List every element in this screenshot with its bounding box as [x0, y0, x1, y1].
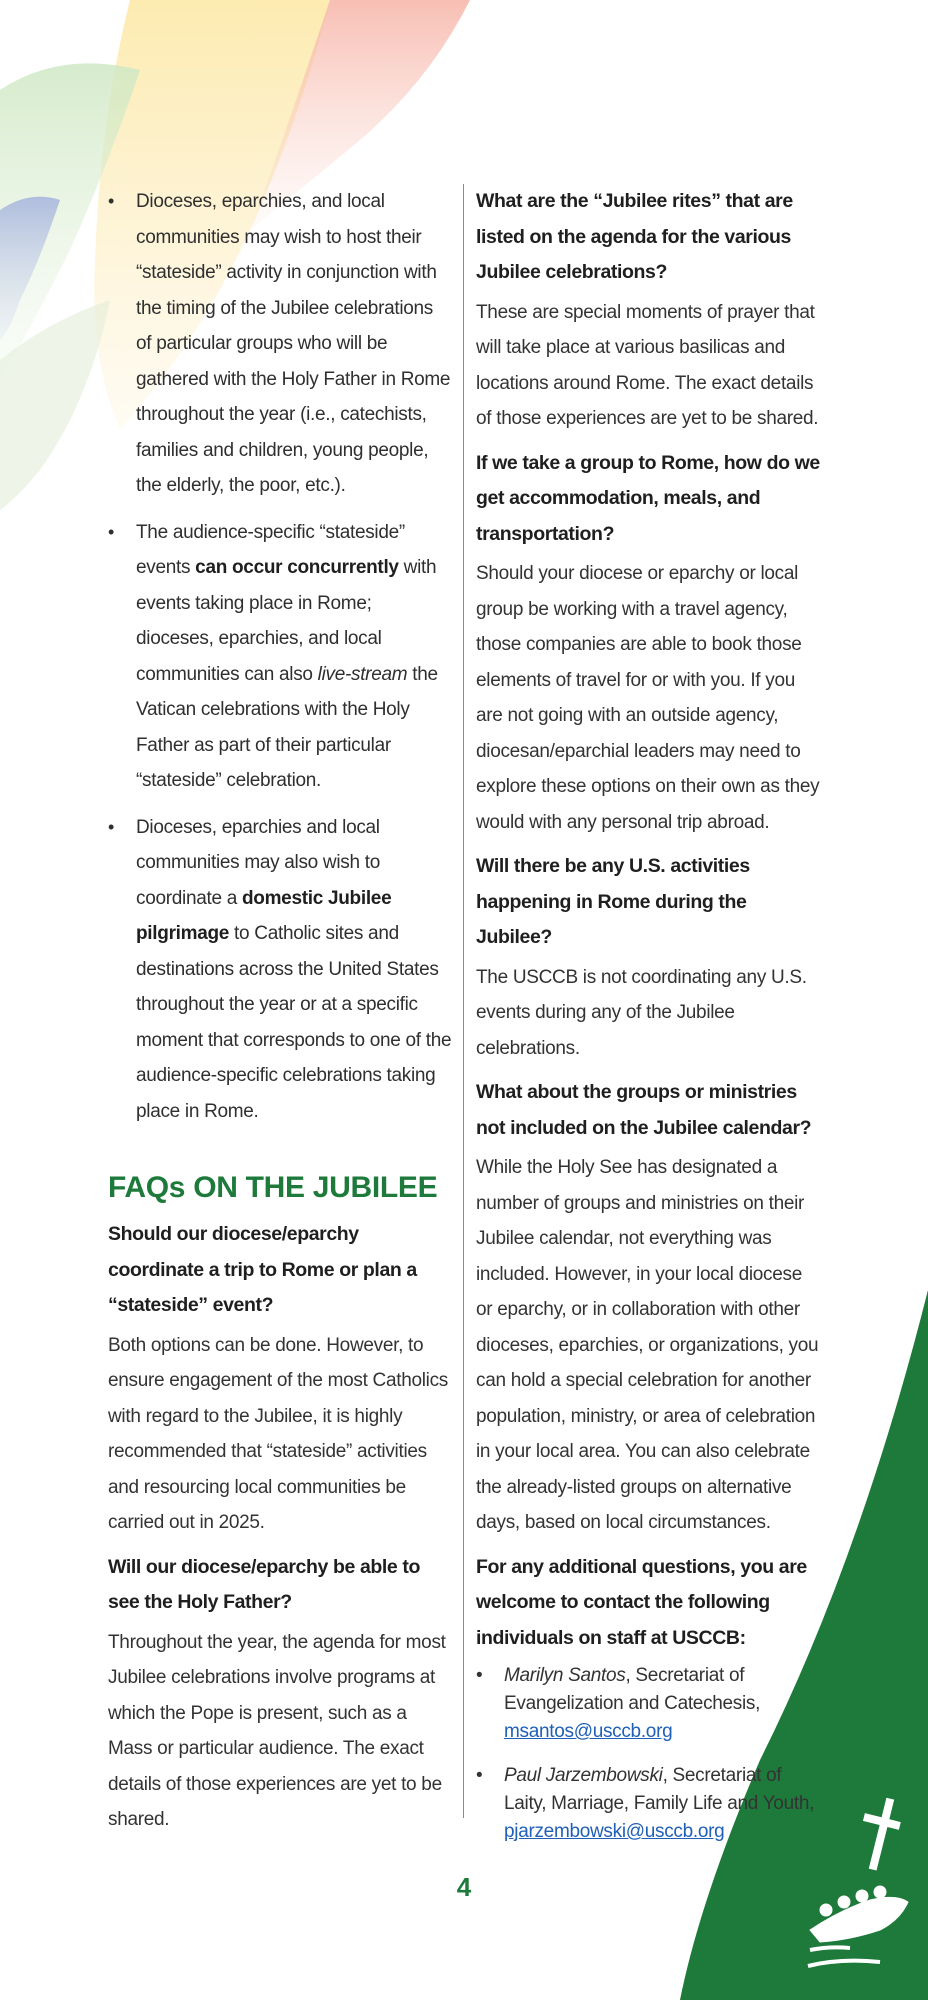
- bullet-text-segment: Dioceses, eparchies, and local communities may wish to host their “stateside” activity in conjunction with the timing of the Jubilee celebrations of particular groups who will be gathered with the Holy Father in Rome throughout the year (i.e., catechists, families and children, young people, the elderly, the poor, etc.).: [136, 191, 451, 496]
- contact-name: Paul Jarzembowski: [504, 1765, 663, 1786]
- bullet-icon: •: [476, 1765, 483, 1786]
- jubilee-options-list: [108, 184, 452, 1129]
- faq-item: [108, 1550, 452, 1838]
- faq-item: [476, 849, 822, 1066]
- faq-question: Will there be any U.S. activities happening in Rome during the Jubilee?: [476, 855, 750, 948]
- faq-item: [108, 1217, 452, 1541]
- bullet-text-segment: the Vatican celebrations with the Holy Father as part of their particular “stateside” celebration.: [136, 663, 438, 791]
- faq-answer: While the Holy See has designated a number of groups and ministries on their Jubilee calendar, not everything was included. However, in your local diocese or eparchy, or in collaboration with other dioceses, eparchies, or organizations, you can hold a special celebration for another population, ministry, or area of celebration in your local area. You can also celebrate the already-listed groups on alternative days, based on local circumstances.: [476, 1157, 819, 1533]
- page-number: 4: [456, 1872, 472, 1902]
- bullet-icon: •: [108, 191, 115, 211]
- bullet-text-segment: can occur concurrently: [195, 557, 399, 578]
- contact-role: , Secretariat of Laity, Marriage, Family Life and Youth,: [504, 1765, 815, 1814]
- contact-role: , Secretariat of Evangelization and Catechesis,: [504, 1665, 761, 1714]
- contact-email-link[interactable]: msantos@usccb.org: [504, 1721, 673, 1742]
- faq-section-title: FAQs ON THE JUBILEE: [108, 1171, 438, 1204]
- faq-item: [476, 446, 822, 841]
- faq-answer: The USCCB is not coordinating any U.S. events during any of the Jubilee celebrations.: [476, 966, 807, 1059]
- faq-question: What are the “Jubilee rites” that are listed on the agenda for the various Jubilee celebrations?: [476, 190, 793, 283]
- bullet-text-segment: Dioceses, eparchies and local communities may also wish to coordinate a: [136, 816, 380, 909]
- faq-item: [476, 1075, 822, 1541]
- faq-question: Should our diocese/eparchy coordinate a trip to Rome or plan a “stateside” event?: [108, 1223, 417, 1316]
- faq-item: [476, 184, 822, 437]
- bullet-text-segment: with events taking place in Rome; dioceses, eparchies, and local communities can also: [136, 557, 437, 685]
- faq-answer: These are special moments of prayer that will take place at various basilicas and locations around Rome. The exact details of those experiences are yet to be shared.: [476, 301, 819, 429]
- faq-question: Will our diocese/eparchy be able to see the Holy Father?: [108, 1555, 420, 1613]
- bullet-text-segment: domestic Jubilee pilgrimage: [136, 887, 392, 944]
- contact-list: [476, 1662, 822, 1846]
- jubilee-pilgrims-logo-icon: [800, 1790, 916, 1990]
- bullet-item: [108, 810, 452, 1130]
- bullet-item: [108, 515, 452, 799]
- bullet-text-segment: live-stream: [317, 663, 408, 685]
- contact-email-link[interactable]: pjarzembowski@usccb.org: [504, 1821, 725, 1842]
- contact-name: Marilyn Santos: [504, 1665, 626, 1686]
- contact-item: [476, 1662, 822, 1746]
- contact-item: [476, 1762, 822, 1846]
- faq-question: What about the groups or ministries not included on the Jubilee calendar?: [476, 1081, 812, 1139]
- faq-answer: Both options can be done. However, to ensure engagement of the most Catholics with regard to the Jubilee, it is highly recommended that “stateside” activities and resourcing local communities be carried out in 2025.: [108, 1334, 449, 1533]
- bullet-text-segment: to Catholic sites and destinations across the United States throughout the year or at a specific moment that corresponds to one of the audience-specific celebrations taking place in Rome.: [136, 923, 452, 1122]
- left-column: [108, 184, 452, 1847]
- bullet-icon: •: [108, 816, 115, 837]
- faq-answer: Throughout the year, the agenda for most Jubilee celebrations involve programs at which the Pope is present, such as a Mass or particular audience. The exact details of those experiences are yet to be shared.: [108, 1631, 446, 1830]
- bullet-icon: •: [108, 521, 115, 542]
- right-column: [476, 184, 822, 1862]
- bullet-item: [108, 184, 452, 504]
- faq-question: If we take a group to Rome, how do we get accommodation, meals, and transportation?: [476, 451, 820, 545]
- bullet-text-segment: The audience-specific “stateside” events: [136, 521, 405, 578]
- bullet-icon: •: [476, 1665, 483, 1686]
- faq-answer: Should your diocese or eparchy or local group be working with a travel agency, those companies are able to book those elements of travel for or with you. If you are not going with an outside agency, diocesan/eparchial leaders may need to explore these options on their own as they would with any personal trip abroad.: [476, 563, 820, 833]
- column-divider: [463, 184, 464, 1818]
- contact-heading: For any additional questions, you are welcome to contact the following individuals on staff at USCCB:: [476, 1555, 807, 1649]
